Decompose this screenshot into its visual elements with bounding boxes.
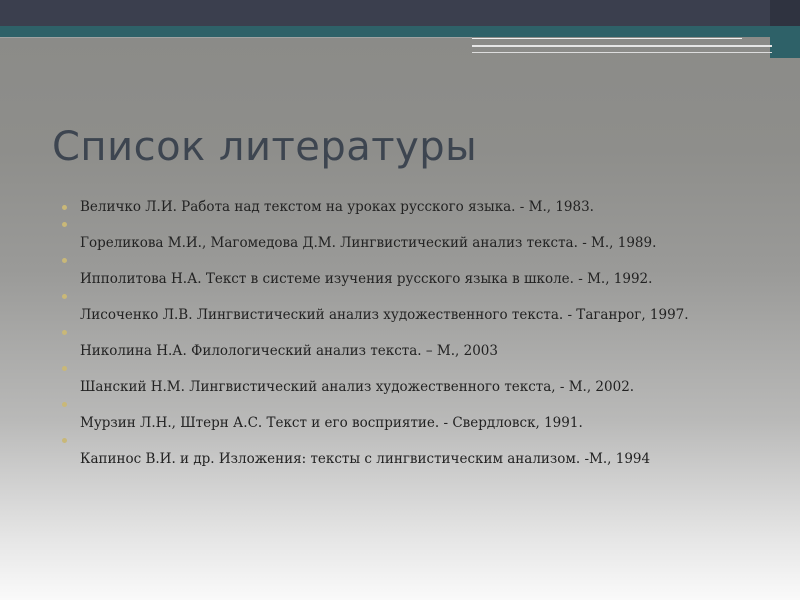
bullet-icon <box>62 330 67 335</box>
decorative-line <box>472 38 742 39</box>
top-right-block <box>770 0 800 26</box>
list-item <box>62 196 782 232</box>
teal-strip <box>0 26 800 37</box>
bullet-icon <box>62 205 67 210</box>
bibliography-list <box>62 196 782 484</box>
list-item <box>62 304 782 340</box>
list-item-text: Мурзин Л.Н., Штерн А.С. Текст и его восприятие. - Свердловск, 1991. <box>80 415 583 431</box>
bullet-icon <box>62 258 67 263</box>
list-item-text: Капинос В.И. и др. Изложения: тексты с лингвистическим анализом. -М., 1994 <box>80 451 651 467</box>
list-item-text: Величко Л.И. Работа над текстом на уроках русского языка. - М., 1983. <box>80 199 594 215</box>
list-item <box>62 232 782 268</box>
slide-title: Список литературы <box>52 124 478 170</box>
bullet-icon <box>62 402 67 407</box>
list-item-text: Шанский Н.М. Лингвистический анализ художественного текста, - М., 2002. <box>80 379 635 395</box>
list-item-text: Лисоченко Л.В. Лингвистический анализ художественного текста. - Таганрог, 1997. <box>80 307 689 323</box>
list-item-text: Ипполитова Н.А. Текст в системе изучения русского языка в школе. - М., 1992. <box>80 271 653 287</box>
decorative-edge <box>0 37 472 38</box>
accent-box <box>770 26 800 58</box>
bullet-icon <box>62 222 67 227</box>
bullet-icon <box>62 294 67 299</box>
bullet-icon <box>62 366 67 371</box>
decorative-line <box>472 45 772 47</box>
list-item <box>62 412 782 448</box>
list-item <box>62 268 782 304</box>
list-item-text: Николина Н.А. Филологический анализ текста. – М., 2003 <box>80 343 498 359</box>
list-item-text: Гореликова М.И., Магомедова Д.М. Лингвистический анализ текста. - М., 1989. <box>80 235 657 251</box>
list-item <box>62 376 782 412</box>
decorative-line <box>472 52 772 53</box>
list-item <box>62 448 782 484</box>
list-item <box>62 340 782 376</box>
top-band <box>0 0 800 26</box>
bullet-icon <box>62 438 67 443</box>
